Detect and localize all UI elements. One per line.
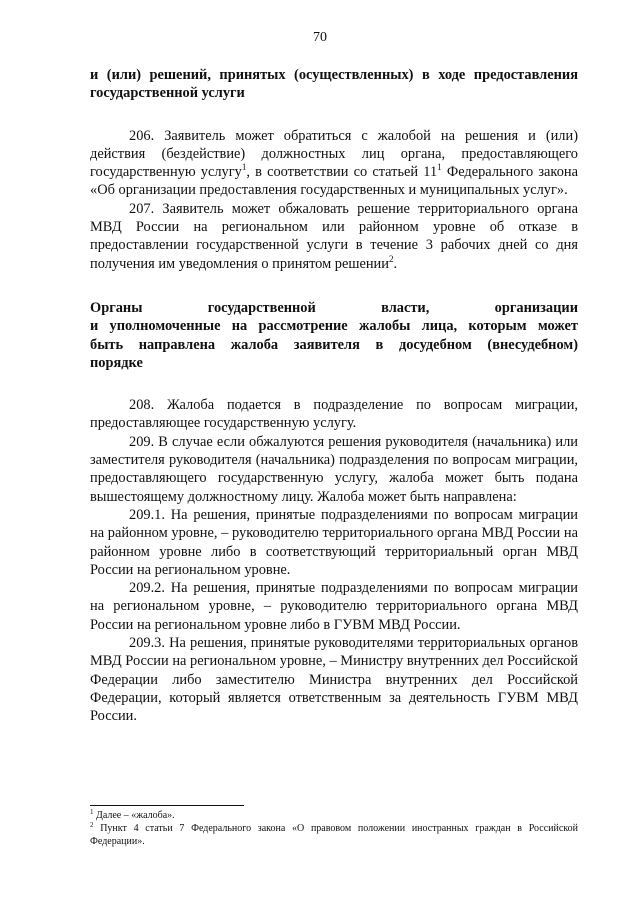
paragraph-207-text: 207. Заявитель может обжаловать решение территориального органа МВД России на региональном или районном уровне об отказе в предоставлении государственной услуги в течение 3 рабочих дней со дня получения им уведомления о принятом решении — [90, 200, 578, 272]
paragraph-206-text-b: , в соответствии со статьей 11 — [246, 164, 438, 181]
footnote-divider — [90, 805, 244, 806]
paragraph-209-3: 209.3. На решения, принятые руководителями территориальных органов МВД России на региональном уровне, – Министру внутренних дел Российской Федерации либо заместителю Министра внутренних дел Российской Федерации, который является ответственным за деятельность ГУВМ МВД России. — [90, 635, 578, 725]
footnote-2-text: Пункт 4 статьи 7 Федерального закона «О правовом положении иностранных граждан в Российской Федерации». — [90, 823, 578, 847]
paragraph-206-text-a: 206. Заявитель может обратиться с жалобой на решения и (или) действия (бездействие) должностных лиц органа, предоставляющего государственную услугу — [90, 127, 578, 181]
paragraph-207 — [90, 200, 578, 273]
document-body — [90, 66, 578, 726]
footnote-2-mark: 2 — [90, 821, 94, 829]
heading-line-4: порядке — [90, 354, 143, 371]
paragraph-207-end: . — [393, 255, 398, 272]
footnote-1 — [90, 809, 578, 822]
footnote-1-text: Далее – «жалоба». — [93, 810, 175, 821]
heading-line-1: Органы государственной власти, организации — [90, 299, 578, 316]
section-heading-appeal-bodies — [90, 299, 578, 372]
paragraph-206 — [90, 127, 578, 200]
paragraph-209: 209. В случае если обжалуются решения руководителя (начальника) или заместителя руководителя (начальника) подразделения по вопросам миграции, предоставляющего государственную услугу, жалоба может быть подана вышестоящему должностному лицу. Жалоба может быть направлена: — [90, 433, 578, 505]
paragraph-206-text-c: Федерального закона «Об организации предоставления государственных и муниципальных услуг». — [90, 164, 578, 199]
paragraph-209-2: 209.2. На решения, принятые подразделениями по вопросам миграции на региональном уровне, – руководителю территориального органа МВД России на региональном уровне либо в ГУВМ МВД России. — [90, 580, 578, 633]
footnote-2 — [90, 822, 578, 848]
footnote-1-mark: 1 — [90, 808, 94, 816]
heading-line-3: быть направлена жалоба заявителя в досудебном (внесудебном) — [90, 336, 578, 353]
footnote-ref-2[interactable]: 2 — [388, 253, 394, 264]
paragraph-209-1: 209.1. На решения, принятые подразделениями по вопросам миграции на районном уровне, – руководителю территориального органа МВД России на районном уровне либо в соответствующий территориальный орган МВД России на региональном уровне. — [90, 506, 578, 578]
heading-line-2: и уполномоченные на рассмотрение жалобы лица, которым может — [90, 318, 578, 335]
footnotes — [90, 805, 578, 848]
superscript-mark: 1 — [437, 162, 442, 173]
page-number: 70 — [313, 30, 327, 45]
section-heading-appeal-decisions: и (или) решений, принятых (осуществленных) в ходе предоставления государственной услуги — [90, 67, 578, 102]
paragraph-208: 208. Жалоба подается в подразделение по вопросам миграции, предоставляющее государственную услугу. — [90, 397, 578, 432]
footnote-ref-1[interactable]: 1 — [241, 162, 247, 173]
